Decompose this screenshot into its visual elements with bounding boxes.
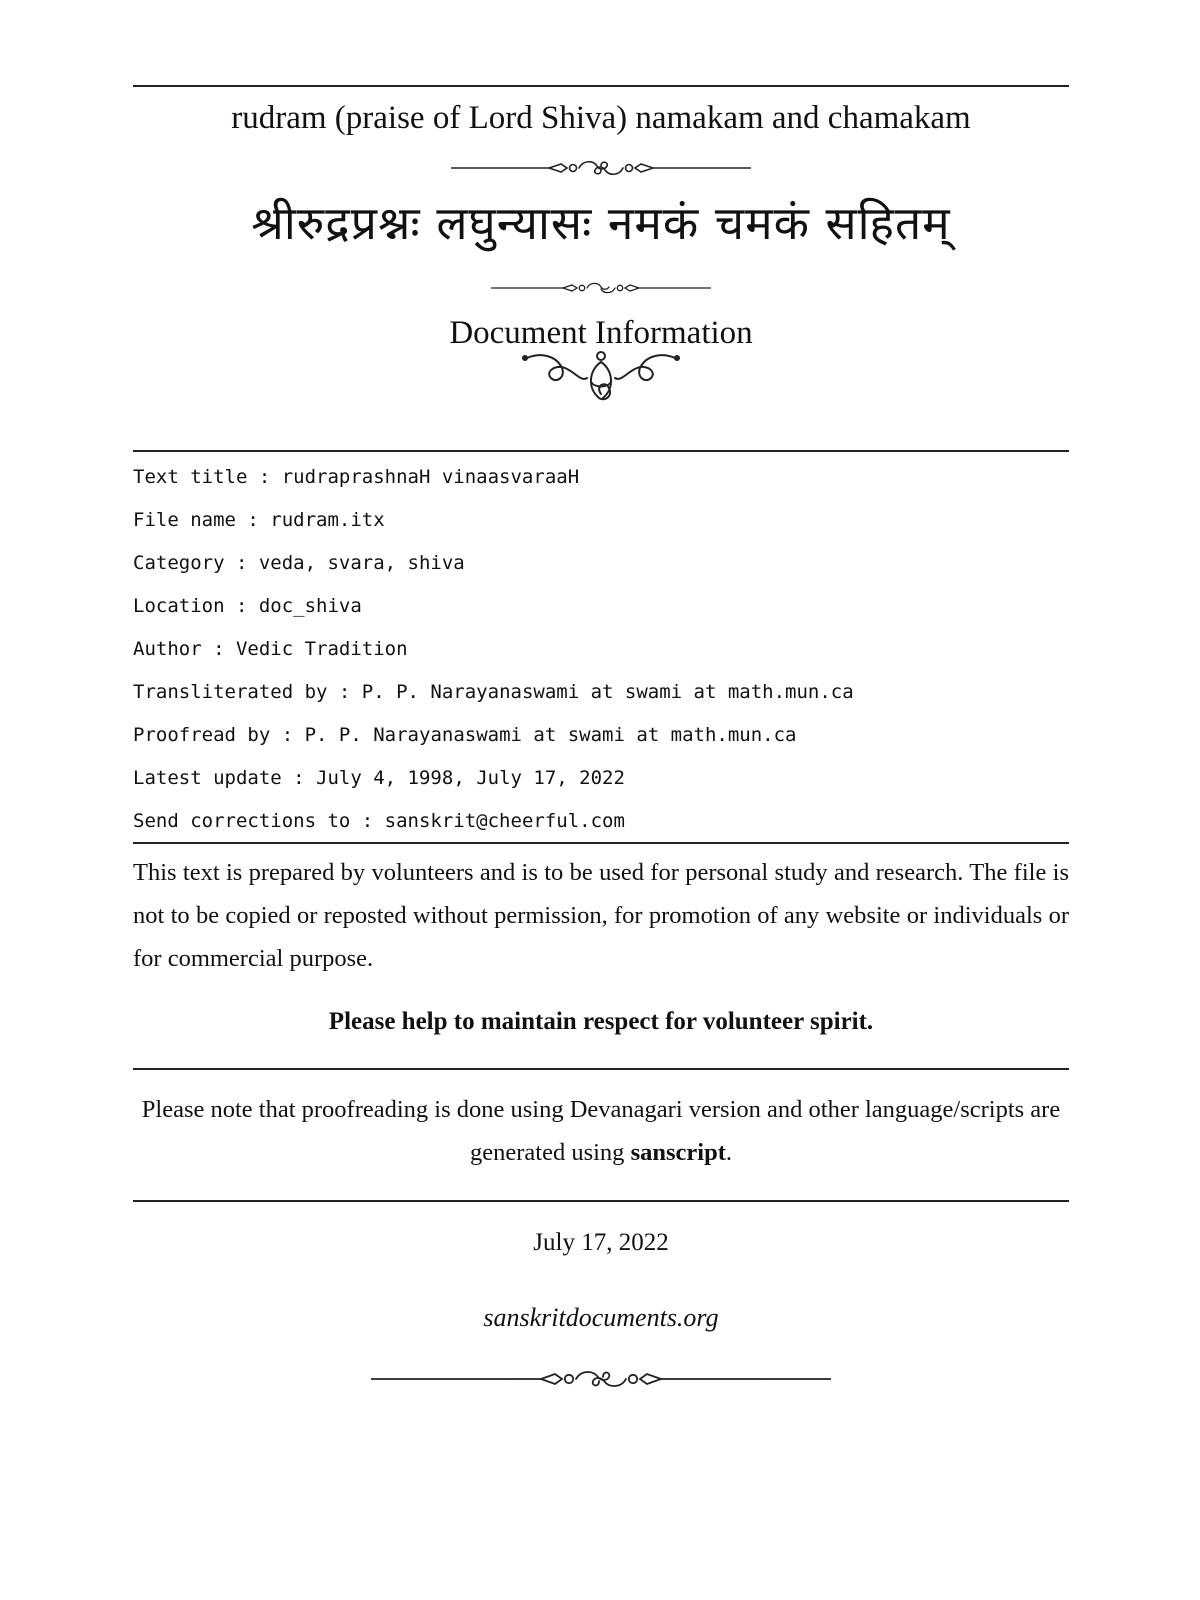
field-label: Text title	[133, 466, 248, 488]
field-label: Category	[133, 552, 225, 574]
info-row-text-title	[133, 462, 1069, 505]
field-separator: :	[224, 552, 259, 574]
field-separator: :	[224, 595, 259, 617]
info-row-proofread-by	[133, 720, 1069, 763]
note-period: .	[725, 1139, 732, 1166]
field-value: doc_shiva	[258, 595, 362, 617]
field-label: Send corrections to	[133, 810, 351, 832]
proofreading-note	[133, 1088, 1069, 1174]
field-value: rudram.itx	[270, 509, 385, 531]
info-row-transliterated-by	[133, 677, 1069, 720]
field-label: Author	[133, 638, 202, 660]
title-divider-ornament	[451, 158, 751, 178]
field-label: Proofread by	[133, 724, 271, 746]
field-label: Latest update	[133, 767, 282, 789]
field-label: File name	[133, 509, 236, 531]
field-separator: :	[201, 638, 236, 660]
field-value: P. P. Narayanaswami at swami at math.mun.ca	[361, 681, 854, 703]
plea-bottom-rule	[133, 1068, 1069, 1070]
field-separator: :	[281, 767, 317, 789]
small-divider-ornament	[491, 280, 711, 296]
document-date: July 17, 2022	[533, 1229, 669, 1256]
info-row-file-name	[133, 505, 1069, 548]
volunteer-plea: Please help to maintain respect for volunteer spirit.	[328, 1008, 874, 1035]
usage-notice-paragraph: This text is prepared by volunteers and is to be used for personal study and research. The file is not to be copied or reposted without permission, for promotion of any website or individuals or for commercial purpose.	[133, 859, 1069, 972]
field-label: Location	[133, 595, 225, 617]
field-separator: :	[247, 466, 282, 488]
field-value: Vedic Tradition	[235, 638, 408, 660]
info-row-category	[133, 548, 1069, 591]
note-text: Please note that proofreading is done using Devanagari version and other language/scripts are generated using	[141, 1096, 1061, 1166]
info-top-rule	[133, 450, 1069, 452]
field-label: Transliterated by	[133, 681, 328, 703]
field-value: sanskrit@cheerful.com	[384, 810, 625, 832]
flourish-ornament-icon	[521, 348, 681, 408]
field-value: veda, svara, shiva	[258, 552, 465, 574]
document-info-list	[133, 462, 1069, 849]
section-heading: Document Information	[449, 315, 753, 351]
field-separator: :	[235, 509, 271, 531]
field-separator: :	[327, 681, 362, 703]
info-row-location	[133, 591, 1069, 634]
note-bottom-rule	[133, 1200, 1069, 1202]
info-row-latest-update	[133, 763, 1069, 806]
sanskrit-title: श्रीरुद्रप्रश्नः लघुन्यासः नमकं चमकं सहितम्	[251, 196, 951, 250]
info-row-author	[133, 634, 1069, 677]
field-value: July 4, 1998, July 17, 2022	[316, 767, 625, 789]
english-title: rudram (praise of Lord Shiva) namakam and chamakam	[231, 100, 971, 136]
info-bottom-rule	[133, 842, 1069, 844]
sanscript-tool-name: sanscript	[630, 1139, 726, 1166]
field-value: rudraprashnaH vinaasvaraaH	[281, 466, 580, 488]
document-page	[133, 0, 1069, 1600]
site-name: sanskritdocuments.org	[483, 1303, 719, 1332]
field-separator: :	[270, 724, 305, 746]
bottom-divider-ornament	[371, 1367, 831, 1391]
top-rule	[133, 85, 1069, 87]
field-value: P. P. Narayanaswami at swami at math.mun.ca	[304, 724, 797, 746]
field-separator: :	[350, 810, 385, 832]
